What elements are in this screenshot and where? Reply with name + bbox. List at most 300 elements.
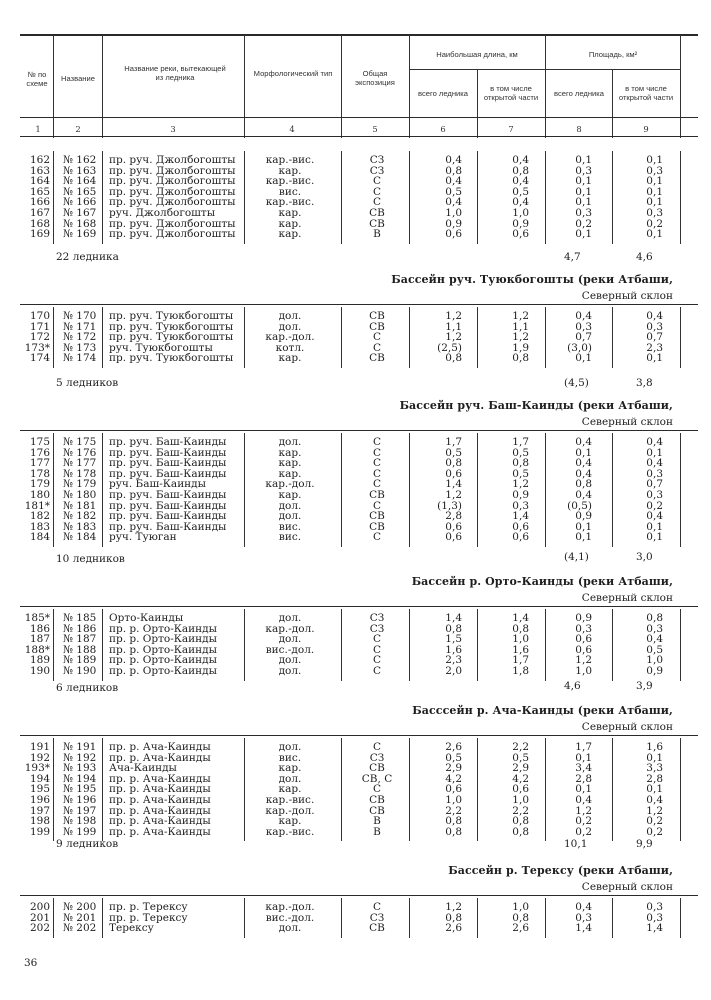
cell-col7: 1,0 <box>512 207 529 219</box>
column-divider <box>53 35 54 138</box>
total-area: 4,6 <box>564 680 581 692</box>
cell-col2: № 172 <box>63 331 97 344</box>
cell-col4: дол. <box>278 633 302 646</box>
table-row <box>0 613 711 623</box>
column-number: 1 <box>35 124 41 134</box>
cell-col9: 0,1 <box>646 783 663 796</box>
cell-col7: 0,8 <box>512 352 529 365</box>
cell-col9: 0,2 <box>646 499 663 512</box>
cell-col1: 172 <box>29 331 50 344</box>
cell-col3: пр. руч. Баш-Каинды <box>109 446 227 459</box>
table-row <box>0 437 711 447</box>
glacier-count-summary: 10 ледников <box>56 553 125 565</box>
cell-col2: № 175 <box>63 436 97 448</box>
cell-col5: С <box>372 175 382 188</box>
cell-col1: 184 <box>29 531 50 544</box>
cell-col9: 0,2 <box>646 217 663 230</box>
cell-col4: вис. <box>278 531 302 544</box>
total-open-area: 3,0 <box>636 551 653 563</box>
cell-col5: С <box>372 196 382 209</box>
cell-col6: 0,6 <box>445 520 462 533</box>
cell-col4: дол. <box>278 772 302 785</box>
cell-col2: № 194 <box>63 772 97 785</box>
cell-col3: пр. р. Ача-Каинды <box>109 794 211 806</box>
table-row <box>0 923 711 933</box>
cell-col2: № 191 <box>63 741 97 753</box>
column-number: 9 <box>643 124 649 134</box>
cell-col6: 1,2 <box>445 331 462 344</box>
cell-col1: 165 <box>29 185 50 198</box>
cell-col9: 0,1 <box>646 520 663 533</box>
cell-col4: вис. <box>278 751 302 764</box>
table-row <box>0 634 711 644</box>
section-rule <box>20 430 698 431</box>
cell-col8: 0,3 <box>575 207 592 219</box>
cell-col5: СВ, С <box>361 772 393 785</box>
cell-col3: пр. руч. Баш-Каинды <box>109 436 227 448</box>
cell-col9: 0,1 <box>646 196 663 209</box>
table-row <box>0 522 711 532</box>
cell-col8: 0,3 <box>575 622 592 635</box>
cell-col8: 0,1 <box>575 175 592 188</box>
cell-col9: 1,0 <box>646 654 663 667</box>
cell-col8: 0,2 <box>575 217 592 230</box>
cell-col8: 0,6 <box>575 643 592 656</box>
cell-col4: кар. <box>278 783 302 796</box>
cell-col5: С <box>372 531 382 544</box>
cell-col5: С <box>372 741 382 753</box>
cell-col6: 0,4 <box>445 175 462 188</box>
column-number: 4 <box>289 124 295 134</box>
cell-col3: пр. р. Терексу <box>109 901 188 913</box>
cell-col5: СЗ <box>369 622 385 635</box>
cell-col9: 0,9 <box>646 665 663 677</box>
cell-col4: вис.-дол. <box>265 643 315 656</box>
total-open-area: 9,9 <box>636 838 653 850</box>
cell-col7: 0,5 <box>512 446 529 459</box>
cell-col4: кар. <box>278 457 302 470</box>
cell-col8: 0,8 <box>575 478 592 491</box>
cell-col3: пр. р. Терексу <box>109 911 188 924</box>
cell-col2: № 180 <box>63 489 97 501</box>
cell-col6: 0,5 <box>445 185 462 198</box>
cell-col8: 0,4 <box>575 467 592 480</box>
cell-col2: № 167 <box>63 207 97 219</box>
header-col9: в том числе открытой части <box>618 84 674 102</box>
cell-col6: 0,8 <box>445 911 462 924</box>
cell-col9: 0,2 <box>646 815 663 828</box>
column-divider <box>244 35 245 138</box>
cell-col8: 0,1 <box>575 196 592 209</box>
header-area-group: Площадь, км² <box>588 50 638 59</box>
cell-col4: кар.-дол. <box>265 804 315 817</box>
cell-col4: вис. <box>278 185 302 198</box>
table-row <box>0 645 711 655</box>
total-open-area: 3,9 <box>636 680 653 692</box>
cell-col4: кар. <box>278 207 302 219</box>
cell-col5: СВ <box>369 320 385 333</box>
section-rule <box>20 895 698 896</box>
table-row <box>0 219 711 229</box>
cell-col8: (0,5) <box>567 499 592 512</box>
table-row <box>0 806 711 816</box>
table-row <box>0 332 711 342</box>
cell-col1: 176 <box>29 446 50 459</box>
cell-col4: кар.-вис. <box>265 794 315 806</box>
cell-col7: 0,5 <box>512 467 529 480</box>
cell-col5: С <box>372 185 382 198</box>
cell-col3: пр. руч. Джолбогошты <box>109 196 236 209</box>
cell-col6: 2,0 <box>445 665 462 677</box>
cell-col2: № 199 <box>63 825 97 838</box>
cell-col2: № 184 <box>63 531 97 544</box>
cell-col8: 0,4 <box>575 794 592 806</box>
cell-col2: № 182 <box>63 510 97 523</box>
cell-col3: руч. Туюкбогошты <box>109 341 213 354</box>
cell-col2: № 177 <box>63 457 97 470</box>
cell-col1: 188* <box>24 643 50 656</box>
table-row <box>0 816 711 826</box>
cell-col6: 4,2 <box>445 772 462 785</box>
column-divider <box>612 70 613 138</box>
cell-col8: 0,4 <box>575 457 592 470</box>
cell-col6: 0,6 <box>445 531 462 544</box>
cell-col1: 173* <box>24 341 50 354</box>
cell-col6: 0,8 <box>445 815 462 828</box>
header-length-group: Наибольшая длина, км <box>436 50 518 59</box>
cell-col9: 0,1 <box>646 185 663 198</box>
cell-col7: 4,2 <box>512 772 529 785</box>
table-row <box>0 353 711 363</box>
header-col1: № по схеме <box>26 70 48 88</box>
cell-col5: С <box>372 478 382 491</box>
column-divider <box>477 70 478 138</box>
cell-col7: 1,4 <box>512 510 529 523</box>
section-rule <box>20 735 698 736</box>
cell-col7: 1,7 <box>512 436 529 448</box>
cell-col2: № 185 <box>63 612 97 624</box>
table-row <box>0 187 711 197</box>
cell-col2: № 181 <box>63 499 97 512</box>
header-col6: всего ледника <box>418 89 468 98</box>
cell-col4: дол. <box>278 436 302 448</box>
cell-col8: 1,2 <box>575 804 592 817</box>
cell-col7: 0,9 <box>512 217 529 230</box>
cell-col5: СВ <box>369 352 385 365</box>
cell-col9: 0,3 <box>646 489 663 501</box>
table-row <box>0 229 711 239</box>
cell-col8: 0,2 <box>575 815 592 828</box>
cell-col2: № 192 <box>63 751 97 764</box>
table-row <box>0 155 711 165</box>
cell-col5: СЗ <box>369 911 385 924</box>
cell-col8: 0,1 <box>575 352 592 365</box>
cell-col3: пр. р. Ача-Каинды <box>109 783 211 796</box>
cell-col7: 0,6 <box>512 783 529 796</box>
cell-col6: (2,5) <box>437 341 462 354</box>
cell-col6: 0,9 <box>445 217 462 230</box>
cell-col2: № 200 <box>63 901 97 913</box>
cell-col6: 0,8 <box>445 622 462 635</box>
cell-col3: пр. руч. Баш-Каинды <box>109 467 227 480</box>
cell-col8: 0,6 <box>575 633 592 646</box>
cell-col6: 0,8 <box>445 457 462 470</box>
cell-col2: № 178 <box>63 467 97 480</box>
table-row <box>0 490 711 500</box>
cell-col8: 0,1 <box>575 531 592 544</box>
cell-col2: № 168 <box>63 217 97 230</box>
column-number: 8 <box>576 124 582 134</box>
cell-col6: 2,8 <box>445 510 462 523</box>
cell-col1: 183 <box>29 520 50 533</box>
cell-col4: кар.-дол. <box>265 478 315 491</box>
cell-col2: № 195 <box>63 783 97 796</box>
cell-col8: 0,1 <box>575 446 592 459</box>
cell-col7: 2,6 <box>512 922 529 935</box>
cell-col7: 2,2 <box>512 741 529 753</box>
cell-col9: 0,4 <box>646 633 663 646</box>
cell-col3: пр. руч. Баш-Каинды <box>109 499 227 512</box>
cell-col6: 2,2 <box>445 804 462 817</box>
cell-col7: 0,4 <box>512 154 529 166</box>
cell-col9: 0,1 <box>646 531 663 544</box>
cell-col3: Ача-Каинды <box>109 762 177 775</box>
cell-col7: 1,0 <box>512 901 529 913</box>
cell-col1: 196 <box>29 794 50 806</box>
cell-col8: 0,3 <box>575 164 592 177</box>
cell-col8: 3,4 <box>575 762 592 775</box>
cell-col2: № 196 <box>63 794 97 806</box>
cell-col4: кар.-дол. <box>265 901 315 913</box>
table-row <box>0 322 711 332</box>
cell-col6: (1,3) <box>437 499 462 512</box>
cell-col9: 0,7 <box>646 331 663 344</box>
cell-col4: дол. <box>278 654 302 667</box>
cell-col5: СВ <box>369 762 385 775</box>
column-number-rule <box>20 136 698 137</box>
cell-col5: С <box>372 436 382 448</box>
cell-col2: № 166 <box>63 196 97 209</box>
cell-col8: 1,4 <box>575 922 592 935</box>
cell-col2: № 189 <box>63 654 97 667</box>
cell-col9: 0,4 <box>646 794 663 806</box>
cell-col6: 1,4 <box>445 612 462 624</box>
cell-col4: кар.-дол. <box>265 622 315 635</box>
glacier-count-summary: 9 ледников <box>56 838 119 850</box>
cell-col4: вис.-дол. <box>265 911 315 924</box>
cell-col1: 179 <box>29 478 50 491</box>
cell-col6: 1,2 <box>445 901 462 913</box>
cell-col6: 0,6 <box>445 467 462 480</box>
basin-heading: Басссейн р. Ача-Каинды (реки Атбаши, <box>412 704 673 717</box>
cell-col4: кар. <box>278 352 302 365</box>
cell-col7: 0,4 <box>512 196 529 209</box>
cell-col7: 0,8 <box>512 815 529 828</box>
table-row <box>0 176 711 186</box>
cell-col5: СВ <box>369 520 385 533</box>
cell-col1: 169 <box>29 228 50 241</box>
cell-col9: 0,3 <box>646 622 663 635</box>
cell-col9: 2,8 <box>646 772 663 785</box>
cell-col7: 1,2 <box>512 478 529 491</box>
table-row <box>0 784 711 794</box>
cell-col8: 0,1 <box>575 520 592 533</box>
cell-col1: 170 <box>29 310 50 322</box>
column-number: 6 <box>440 124 446 134</box>
cell-col5: СВ <box>369 489 385 501</box>
cell-col1: 164 <box>29 175 50 188</box>
cell-col6: 1,0 <box>445 794 462 806</box>
cell-col6: 0,5 <box>445 751 462 764</box>
cell-col9: 1,6 <box>646 741 663 753</box>
cell-col9: 0,8 <box>646 612 663 624</box>
cell-col5: В <box>373 228 381 241</box>
cell-col6: 1,7 <box>445 436 462 448</box>
cell-col2: № 170 <box>63 310 97 322</box>
column-divider <box>680 35 681 138</box>
header-col2: Название <box>61 74 95 83</box>
cell-col2: № 197 <box>63 804 97 817</box>
cell-col8: 0,2 <box>575 825 592 838</box>
cell-col1: 181* <box>24 499 50 512</box>
cell-col7: 0,8 <box>512 825 529 838</box>
glacier-count-summary: 22 ледника <box>56 251 119 263</box>
cell-col3: пр. руч. Баш-Каинды <box>109 489 227 501</box>
cell-col3: пр. р. Орто-Каинды <box>109 654 218 667</box>
cell-col1: 197 <box>29 804 50 817</box>
table-top-rule <box>20 34 698 36</box>
cell-col5: С <box>372 901 382 913</box>
cell-col4: кар. <box>278 164 302 177</box>
table-row <box>0 166 711 176</box>
cell-col1: 171 <box>29 320 50 333</box>
cell-col1: 175 <box>29 436 50 448</box>
cell-col7: 1,1 <box>512 320 529 333</box>
table-row <box>0 666 711 676</box>
table-row <box>0 624 711 634</box>
cell-col7: 0,9 <box>512 489 529 501</box>
cell-col1: 191 <box>29 741 50 753</box>
cell-col4: кар. <box>278 446 302 459</box>
cell-col6: 0,8 <box>445 164 462 177</box>
cell-col2: № 173 <box>63 341 97 354</box>
cell-col5: СЗ <box>369 612 385 624</box>
cell-col5: С <box>372 341 382 354</box>
cell-col5: СВ <box>369 794 385 806</box>
cell-col7: 1,2 <box>512 331 529 344</box>
glacier-count-summary: 6 ледников <box>56 682 119 694</box>
cell-col2: № 190 <box>63 665 97 677</box>
cell-col9: 0,1 <box>646 228 663 241</box>
basin-heading: Бассейн р. Орто-Каинды (реки Атбаши, <box>411 575 673 588</box>
cell-col9: 3,3 <box>646 762 663 775</box>
cell-col1: 189 <box>29 654 50 667</box>
cell-col8: 0,1 <box>575 154 592 166</box>
cell-col8: 0,1 <box>575 751 592 764</box>
cell-col5: СВ <box>369 510 385 523</box>
cell-col9: 0,1 <box>646 446 663 459</box>
table-row <box>0 774 711 784</box>
cell-col9: 0,1 <box>646 751 663 764</box>
table-row <box>0 469 711 479</box>
cell-col3: пр. р. Ача-Каинды <box>109 804 211 817</box>
cell-col2: № 186 <box>63 622 97 635</box>
cell-col4: кар.-вис. <box>265 154 315 166</box>
cell-col4: кар. <box>278 762 302 775</box>
cell-col5: С <box>372 446 382 459</box>
header-col8: всего ледника <box>554 89 604 98</box>
table-row <box>0 913 711 923</box>
page-number: 36 <box>24 957 38 969</box>
cell-col6: 2,3 <box>445 654 462 667</box>
cell-col3: пр. руч. Туюкбогошты <box>109 320 234 333</box>
cell-col1: 190 <box>29 665 50 677</box>
cell-col4: кар.-дол. <box>265 331 315 344</box>
cell-col3: пр. руч. Туюкбогошты <box>109 310 234 322</box>
cell-col8: 0,9 <box>575 510 592 523</box>
cell-col5: С <box>372 783 382 796</box>
cell-col2: № 183 <box>63 520 97 533</box>
column-divider <box>341 35 342 138</box>
cell-col1: 200 <box>29 901 50 913</box>
cell-col3: пр. руч. Туюкбогошты <box>109 331 234 344</box>
slope-label: Северный склон <box>581 721 673 733</box>
cell-col4: кар.-вис. <box>265 196 315 209</box>
cell-col1: 192 <box>29 751 50 764</box>
cell-col2: № 202 <box>63 922 97 935</box>
cell-col8: (3,0) <box>567 341 592 354</box>
cell-col8: 0,3 <box>575 911 592 924</box>
cell-col7: 1,9 <box>512 341 529 354</box>
cell-col4: кар. <box>278 467 302 480</box>
cell-col3: пр. р. Орто-Каинды <box>109 643 218 656</box>
cell-col9: 0,4 <box>646 510 663 523</box>
cell-col6: 2,6 <box>445 922 462 935</box>
cell-col3: Орто-Каинды <box>109 612 184 624</box>
cell-col9: 0,7 <box>646 478 663 491</box>
cell-col1: 186 <box>29 622 50 635</box>
total-area: (4,1) <box>564 551 589 563</box>
cell-col3: Терексу <box>109 922 154 935</box>
cell-col2: № 169 <box>63 228 97 241</box>
table-row <box>0 479 711 489</box>
cell-col5: С <box>372 457 382 470</box>
cell-col5: В <box>373 825 381 838</box>
table-row <box>0 501 711 511</box>
cell-col8: 0,1 <box>575 783 592 796</box>
cell-col2: № 193 <box>63 762 97 775</box>
cell-col5: В <box>373 815 381 828</box>
cell-col4: дол. <box>278 922 302 935</box>
cell-col3: пр. руч. Джолбогошты <box>109 175 236 188</box>
cell-col5: СВ <box>369 217 385 230</box>
total-open-area: 3,8 <box>636 377 653 389</box>
table-row <box>0 532 711 542</box>
cell-col3: пр. руч. Джолбогошты <box>109 185 236 198</box>
cell-col1: 167 <box>29 207 50 219</box>
cell-col6: 0,5 <box>445 446 462 459</box>
cell-col8: 2,8 <box>575 772 592 785</box>
cell-col4: кар. <box>278 815 302 828</box>
cell-col4: дол. <box>278 741 302 753</box>
cell-col2: № 162 <box>63 154 97 166</box>
table-row <box>0 311 711 321</box>
column-divider <box>102 35 103 138</box>
cell-col7: 0,4 <box>512 175 529 188</box>
cell-col8: 0,4 <box>575 310 592 322</box>
cell-col9: 0,2 <box>646 825 663 838</box>
cell-col3: пр. руч. Джолбогошты <box>109 228 236 241</box>
